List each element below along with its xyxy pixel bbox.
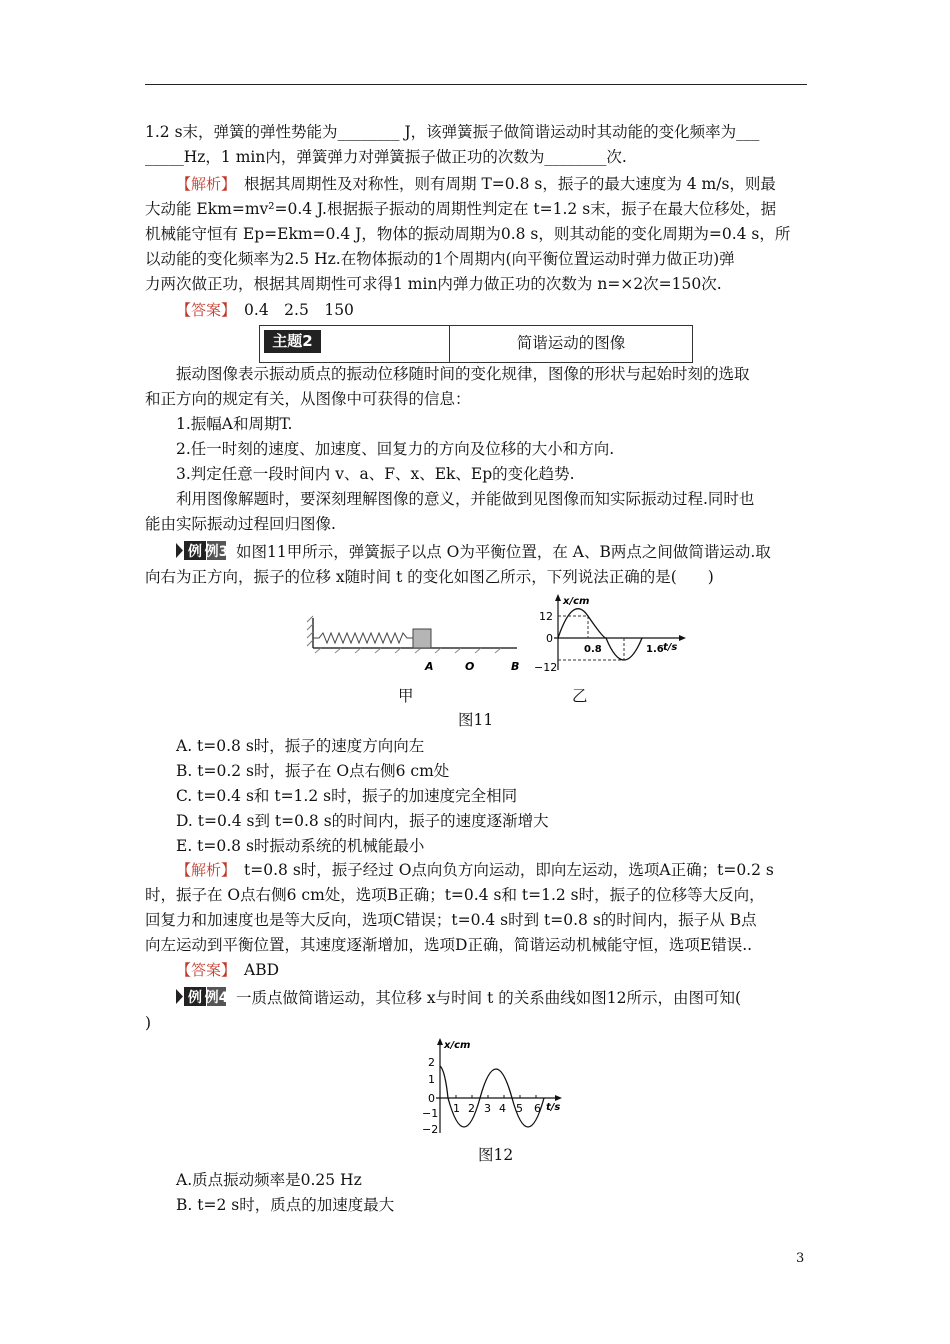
svg-text:O: O <box>465 660 475 673</box>
example-text: 如图11甲所示，弹簧振子以点 O为平衡位置，在 A、B两点之间做简谐运动.取 <box>236 543 771 561</box>
option-b: B. t=2 s时，质点的加速度最大 <box>176 1196 395 1214</box>
svg-text:1: 1 <box>453 1102 460 1115</box>
answer-tag: 【答案】 <box>176 301 229 319</box>
analysis-tag: 【解析】 <box>176 175 229 193</box>
text-line: 1.2 s末，弹簧的弹性势能为________ J，该弹簧振子做简谐运动时其动能的变化频率为___ <box>145 123 760 141</box>
svg-text:−12: −12 <box>534 661 558 674</box>
svg-text:1: 1 <box>428 1073 435 1086</box>
figure-caption-jia: 甲 <box>398 687 414 705</box>
option-a: A. t=0.8 s时，振子的速度方向向左 <box>176 737 425 755</box>
svg-text:例: 例 <box>188 544 202 560</box>
text-line: 以动能的变化频率为2.5 Hz.在物体振动的1个周期内(向平衡位置运动时弹力做正功)弹 <box>145 250 735 268</box>
answer-line <box>176 298 807 323</box>
option-b: B. t=0.2 s时，振子在 O点右侧6 cm处 <box>176 762 450 780</box>
text-line: 机械能守恒有 Ep=Ekm=0.4 J，物体的振动周期为0.8 s，则其动能的变化周期为=0.4 s，所 <box>145 225 791 243</box>
answer-tag: 【答案】 <box>176 961 229 979</box>
svg-text:6: 6 <box>534 1102 541 1115</box>
svg-text:−1: −1 <box>422 1107 439 1120</box>
header-rule <box>145 84 807 85</box>
svg-text:A: A <box>425 660 434 673</box>
spring-oscillator-figure <box>305 610 530 680</box>
text-line: 回复力和加速度也是等大反向，选项C错误；t=0.4 s时到 t=0.8 s的时间内，振子从 B点 <box>145 911 757 929</box>
svg-text:1.6: 1.6 <box>646 644 664 655</box>
svg-text:5: 5 <box>516 1102 523 1115</box>
analysis-text: 根据其周期性及对称性，则有周期 T=0.8 s，振子的最大速度为 4 m/s，则最 <box>244 175 776 193</box>
displacement-time-graph-12 <box>420 1036 565 1136</box>
analysis-line <box>176 858 807 883</box>
text-line: 向左运动到平衡位置，其速度逐渐增加，选项D正确，简谐运动机械能守恒，选项E错误.. <box>145 936 753 954</box>
svg-text:x/cm: x/cm <box>563 596 590 607</box>
svg-text:x/cm: x/cm <box>444 1040 471 1051</box>
text-line: 能由实际振动过程回归图像. <box>145 515 336 533</box>
topic-title: 简谐运动的图像 <box>516 334 626 352</box>
svg-text:t/s: t/s <box>663 642 678 653</box>
text-line: 和正方向的规定有关，从图像中可获得的信息： <box>145 390 471 408</box>
list-item: 1.振幅A和周期T. <box>176 415 293 433</box>
text-line: 时，振子在 O点右侧6 cm处，选项B正确；t=0.4 s和 t=1.2 s时，振子的位移等大反向， <box>145 886 765 904</box>
text-line: 力两次做正功，根据其周期性可求得1 min内弹力做正功的次数为 n=×2次=150次. <box>145 275 722 293</box>
svg-text:B: B <box>511 660 520 673</box>
analysis-tag: 【解析】 <box>176 861 229 879</box>
text-line: ) <box>145 1014 152 1032</box>
example-badge-icon <box>176 540 228 561</box>
answer-line <box>176 958 807 983</box>
svg-text:例: 例 <box>188 990 202 1006</box>
svg-text:−2: −2 <box>422 1123 439 1136</box>
svg-text:例3: 例3 <box>204 544 228 560</box>
option-c: C. t=0.4 s和 t=1.2 s时，振子的加速度完全相同 <box>176 787 518 805</box>
text-line: 振动图像表示振动质点的振动位移随时间的变化规律，图像的形状与起始时刻的选取 <box>176 365 750 383</box>
svg-text:2: 2 <box>428 1056 435 1069</box>
svg-text:例4: 例4 <box>204 990 228 1006</box>
page-number: 3 <box>796 1251 805 1266</box>
svg-text:4: 4 <box>499 1102 506 1115</box>
svg-text:0: 0 <box>428 1092 435 1105</box>
list-item: 3.判定任意一段时间内 v、a、F、x、Ek、Ep的变化趋势. <box>176 465 575 483</box>
svg-text:t/s: t/s <box>546 1102 561 1113</box>
option-d: D. t=0.4 s到 t=0.8 s的时间内，振子的速度逐渐增大 <box>176 812 549 830</box>
example-text: 一质点做简谐运动，其位移 x与时间 t 的关系曲线如图12所示，由图可知( <box>236 989 742 1007</box>
svg-text:0.8: 0.8 <box>584 644 602 655</box>
option-a: A.质点振动频率是0.25 Hz <box>176 1171 362 1189</box>
figure-number-11: 图11 <box>458 711 494 729</box>
answer-text: ABD <box>244 961 280 979</box>
svg-text:2: 2 <box>468 1102 475 1115</box>
topic-header <box>259 325 693 363</box>
svg-text:12: 12 <box>539 610 553 623</box>
text-line: 大动能 Ekm=mv²=0.4 J.根据振子振动的周期性判定在 t=1.2 s末，振子在最大位移处，据 <box>145 200 777 218</box>
svg-text:0: 0 <box>546 632 553 645</box>
answer-text: 0.4 2.5 150 <box>244 301 354 319</box>
example-badge-icon <box>176 986 228 1007</box>
analysis-text: t=0.8 s时，振子经过 O点向负方向运动，即向左运动，选项A正确；t=0.2 s <box>244 861 774 879</box>
option-e: E. t=0.8 s时振动系统的机械能最小 <box>176 837 425 855</box>
topic-tag: 主题2 <box>264 330 321 353</box>
svg-text:3: 3 <box>484 1102 491 1115</box>
text-line: _____Hz，1 min内，弹簧弹力对弹簧振子做正功的次数为________次. <box>145 148 627 166</box>
list-item: 2.任一时刻的速度、加速度、回复力的方向及位移的大小和方向. <box>176 440 615 458</box>
text-line: 向右为正方向，振子的位移 x随时间 t 的变化如图乙所示，下列说法正确的是( ) <box>145 568 714 586</box>
figure-caption-yi: 乙 <box>572 687 588 705</box>
displacement-time-graph-11 <box>530 592 690 674</box>
example-line <box>176 540 807 565</box>
text-line: 利用图像解题时，要深刻理解图像的意义，并能做到见图像而知实际振动过程.同时也 <box>176 490 755 508</box>
figure-number-12: 图12 <box>478 1146 514 1164</box>
example-line <box>176 986 807 1011</box>
analysis-line <box>176 172 807 197</box>
